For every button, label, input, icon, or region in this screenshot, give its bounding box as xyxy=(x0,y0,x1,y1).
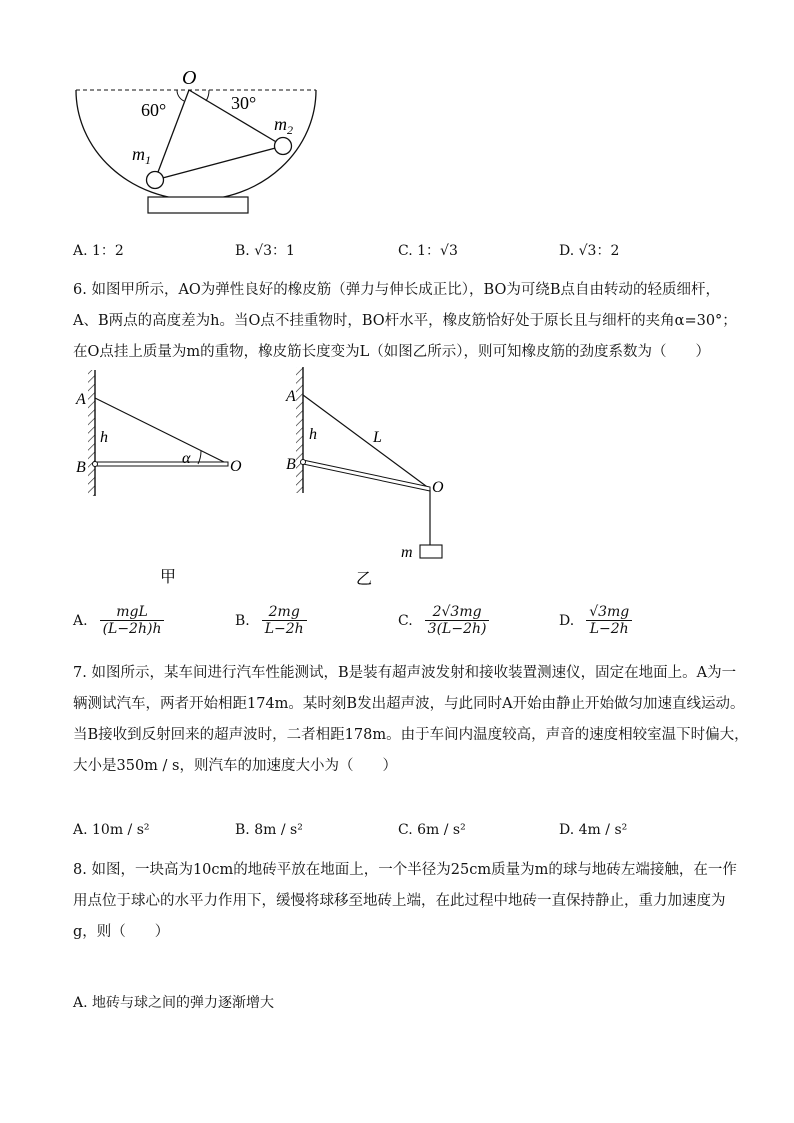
label-L: L xyxy=(373,429,382,446)
q6-option-a[interactable]: A. $\frac{\text{mgL}}{(L-2h)h}$ xyxy=(73,604,164,637)
label-h: h xyxy=(100,429,108,446)
caption-yi: 乙 xyxy=(356,571,373,588)
q6-option-b[interactable]: B. $\frac{2mg}{L-2h}$ xyxy=(235,604,307,637)
q6-line-1: 6. 如图甲所示，AO为弹性良好的橡皮筋（弹力与伸长成正比），BO为可绕B点自由转动的轻质细杆， xyxy=(73,282,721,298)
q8-option-a[interactable]: A. 地砖与球之间的弹力逐渐增大 xyxy=(73,995,275,1011)
ball-m1 xyxy=(147,172,164,189)
label-A: A xyxy=(76,391,86,408)
label-B: B xyxy=(286,456,296,473)
label-B: B xyxy=(76,459,86,476)
rod-m1-m2 xyxy=(155,146,283,180)
fraction: $\frac{√3mg}{L-2h}$ xyxy=(586,604,632,637)
q7-option-d[interactable]: D. 4m / s² xyxy=(559,822,628,838)
angle-arc-left xyxy=(177,90,184,101)
wall-hatch xyxy=(88,370,95,496)
hinge-b xyxy=(301,460,306,465)
bowl-stand xyxy=(148,197,248,213)
angle-arc-right xyxy=(206,90,209,101)
fraction: $\frac{\text{mgL}}{(L-2h)h}$ xyxy=(100,604,165,637)
ball-m2 xyxy=(275,138,292,155)
q6-figure-jia xyxy=(68,368,253,593)
q7-line-3: 当B接收到反射回来的超声波时，二者相距178m。由于车间内温度较高，声音的速度相较室温下时偏大， xyxy=(73,727,749,743)
q6-line-2: A、B两点的高度差为h。当O点不挂重物时，BO杆水平，橡皮筋恰好处于原长且与细杆的夹角α=30°； xyxy=(73,313,737,329)
label-O: O xyxy=(182,67,197,89)
label-60: 60° xyxy=(141,100,167,120)
q5-option-a[interactable]: A. 1：2 xyxy=(73,243,124,259)
rod-bo xyxy=(95,462,228,466)
fraction: $\frac{2mg}{L-2h}$ xyxy=(262,604,307,637)
rubber-band-ao xyxy=(95,398,228,464)
label-30: 30° xyxy=(231,93,257,113)
weight-block xyxy=(420,545,442,558)
q6-figure-yi xyxy=(280,365,460,595)
caption-jia: 甲 xyxy=(160,569,177,586)
q7-option-a[interactable]: A. 10m / s² xyxy=(73,822,150,838)
q8-line-3: g，则（ ） xyxy=(73,924,170,940)
label-A: A xyxy=(286,388,296,405)
q7-option-c[interactable]: C. 6m / s² xyxy=(398,822,466,838)
q6-line-3: 在O点挂上质量为m的重物，橡皮筋长度变为L（如图乙所示），则可知橡皮筋的劲度系数为（ ） xyxy=(73,344,711,360)
hinge-b xyxy=(93,462,98,467)
q5-option-b[interactable]: B. √3：1 xyxy=(235,243,295,259)
label-m1: $m_1$ xyxy=(132,144,151,167)
q8-line-1: 8. 如图，一块高为10cm的地砖平放在地面上，一个半径为25cm质量为m的球与地砖左端接触，在一作 xyxy=(73,862,737,878)
q7-line-1: 7. 如图所示，某车间进行汽车性能测试，B是装有超声波发射和接收装置测速仪，固定在地面上。A为一 xyxy=(73,665,737,681)
q6-option-d[interactable]: D. $\frac{√3mg}{L-2h}$ xyxy=(559,604,632,637)
q5-option-c[interactable]: C. 1：√3 xyxy=(398,243,458,259)
q6-option-c[interactable]: C. $\frac{2√3mg}{3(L-2h)}$ xyxy=(398,604,489,637)
wall-hatch xyxy=(296,367,303,493)
label-m: m xyxy=(401,544,413,561)
label-O: O xyxy=(432,479,444,496)
label-h: h xyxy=(309,426,317,443)
q8-line-2: 用点位于球心的水平力作用下，缓慢将球移至地砖上端，在此过程中地砖一直保持静止，重力加速度为 xyxy=(73,893,726,909)
label-O: O xyxy=(230,458,242,475)
fraction: $\frac{2√3mg}{3(L-2h)}$ xyxy=(425,604,490,637)
q7-line-2: 辆测试汽车，两者开始相距174m。某时刻B发出超声波，与此同时A开始由静止开始做匀加速直线运动。 xyxy=(73,696,745,712)
q7-line-4: 大小是350m / s，则汽车的加速度大小为（ ） xyxy=(73,758,397,774)
label-alpha: α xyxy=(182,450,191,467)
bowl-figure xyxy=(66,62,328,222)
label-m2: $m_2$ xyxy=(274,114,293,137)
q7-option-b[interactable]: B. 8m / s² xyxy=(235,822,303,838)
q5-option-d[interactable]: D. √3：2 xyxy=(559,243,620,259)
